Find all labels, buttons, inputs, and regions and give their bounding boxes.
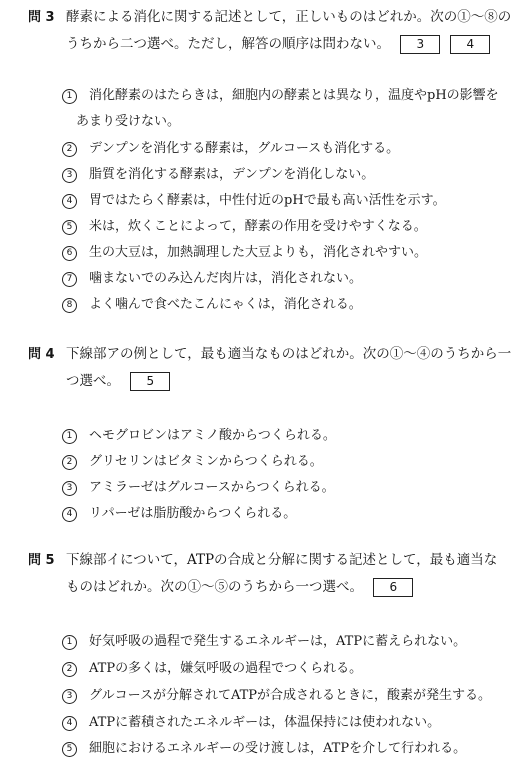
option-2[interactable] — [62, 450, 323, 470]
option-number: 4 — [62, 716, 77, 731]
answer-box[interactable]: 5 — [130, 372, 170, 391]
option-7[interactable] — [62, 267, 362, 287]
option-number: 4 — [62, 194, 77, 209]
option-number: 3 — [62, 168, 77, 183]
option-text: 噛まないでのみ込んだ肉片は，消化されない。 — [89, 271, 363, 286]
answer-box[interactable]: 6 — [373, 578, 413, 597]
option-4[interactable] — [62, 502, 296, 522]
option-1[interactable] — [62, 630, 466, 650]
option-number: 1 — [62, 429, 77, 444]
answer-box[interactable]: 3 — [400, 35, 440, 54]
question-text-line: 酵素による消化に関する記述として，正しいものはどれか。次の①～⑧の — [66, 9, 512, 25]
option-3[interactable] — [62, 476, 335, 496]
option-number: 5 — [62, 220, 77, 235]
option-number: 4 — [62, 507, 77, 522]
option-1[interactable] — [62, 424, 336, 444]
option-number: 6 — [62, 246, 77, 261]
option-text: アミラーゼはグルコースからつくられる。 — [89, 480, 335, 495]
option-number: 7 — [62, 272, 77, 287]
option-number: 3 — [62, 481, 77, 496]
option-5[interactable] — [62, 215, 427, 235]
option-text-continuation: あまり受けない。 — [76, 114, 181, 129]
option-number: 2 — [62, 662, 77, 677]
option-number: 1 — [62, 89, 77, 104]
option-5[interactable] — [62, 737, 466, 757]
option-number: 5 — [62, 742, 77, 757]
question-text-line: 下線部アの例として，最も適当なものはどれか。次の①～④のうちから一 — [66, 346, 512, 362]
question-text-line: ものはどれか。次の①～⑤のうちから一つ選べ。 — [66, 579, 363, 595]
option-2[interactable] — [62, 137, 399, 157]
question-number: 問 5 — [28, 553, 55, 568]
option-text: 細胞におけるエネルギーの受け渡しは，ATPを介して行われる。 — [89, 741, 467, 756]
option-number: 1 — [62, 635, 77, 650]
option-8[interactable] — [62, 293, 362, 313]
answer-box[interactable]: 4 — [450, 35, 490, 54]
option-text: 米は，炊くことによって，酵素の作用を受けやすくなる。 — [89, 219, 427, 234]
option-text: グリセリンはビタミンからつくられる。 — [89, 454, 323, 469]
question-text-line: 下線部イについて，ATPの合成と分解に関する記述として，最も適当な — [66, 552, 498, 568]
option-2[interactable] — [62, 657, 362, 677]
question-number: 問 4 — [28, 347, 55, 362]
option-number: 3 — [62, 689, 77, 704]
option-4[interactable] — [62, 711, 440, 731]
question-number: 問 3 — [28, 10, 55, 25]
option-text: リパーゼは脂肪酸からつくられる。 — [89, 506, 297, 521]
question-4-stem — [28, 345, 511, 391]
option-text: グルコースが分解されてATPが合成されるときに，酸素が発生する。 — [89, 688, 492, 703]
question-5-stem — [28, 551, 497, 597]
option-1[interactable] — [62, 84, 499, 104]
option-number: 2 — [62, 142, 77, 157]
question-text-line: うちから二つ選べ。ただし，解答の順序は問わない。 — [66, 36, 390, 52]
option-3[interactable] — [62, 163, 374, 183]
option-text: ヘモグロビンはアミノ酸からつくられる。 — [89, 428, 336, 443]
option-text: ATPの多くは，嫌気呼吸の過程でつくられる。 — [89, 661, 363, 676]
option-3[interactable] — [62, 684, 491, 704]
question-3-stem — [28, 8, 511, 54]
option-text: 好気呼吸の過程で発生するエネルギーは，ATPに蓄えられない。 — [89, 634, 467, 649]
option-number: 2 — [62, 455, 77, 470]
option-text: デンプンを消化する酵素は，グルコースも消化する。 — [89, 141, 400, 156]
option-text: 脂質を消化する酵素は，デンプンを消化しない。 — [89, 167, 375, 182]
option-6[interactable] — [62, 241, 427, 261]
option-text: 消化酵素のはたらきは，細胞内の酵素とは異なり，温度やpHの影響を — [89, 88, 499, 103]
option-4[interactable] — [62, 189, 446, 209]
option-text: 生の大豆は，加熱調理した大豆よりも，消化されやすい。 — [89, 245, 428, 260]
option-text: よく噛んで食べたこんにゃくは，消化される。 — [89, 297, 362, 312]
option-text: 胃ではたらく酵素は，中性付近のpHで最も高い活性を示す。 — [89, 193, 446, 208]
option-number: 8 — [62, 298, 77, 313]
option-text: ATPに蓄積されたエネルギーは，体温保持には使われない。 — [89, 715, 441, 730]
question-text-line: つ選べ。 — [66, 373, 120, 389]
